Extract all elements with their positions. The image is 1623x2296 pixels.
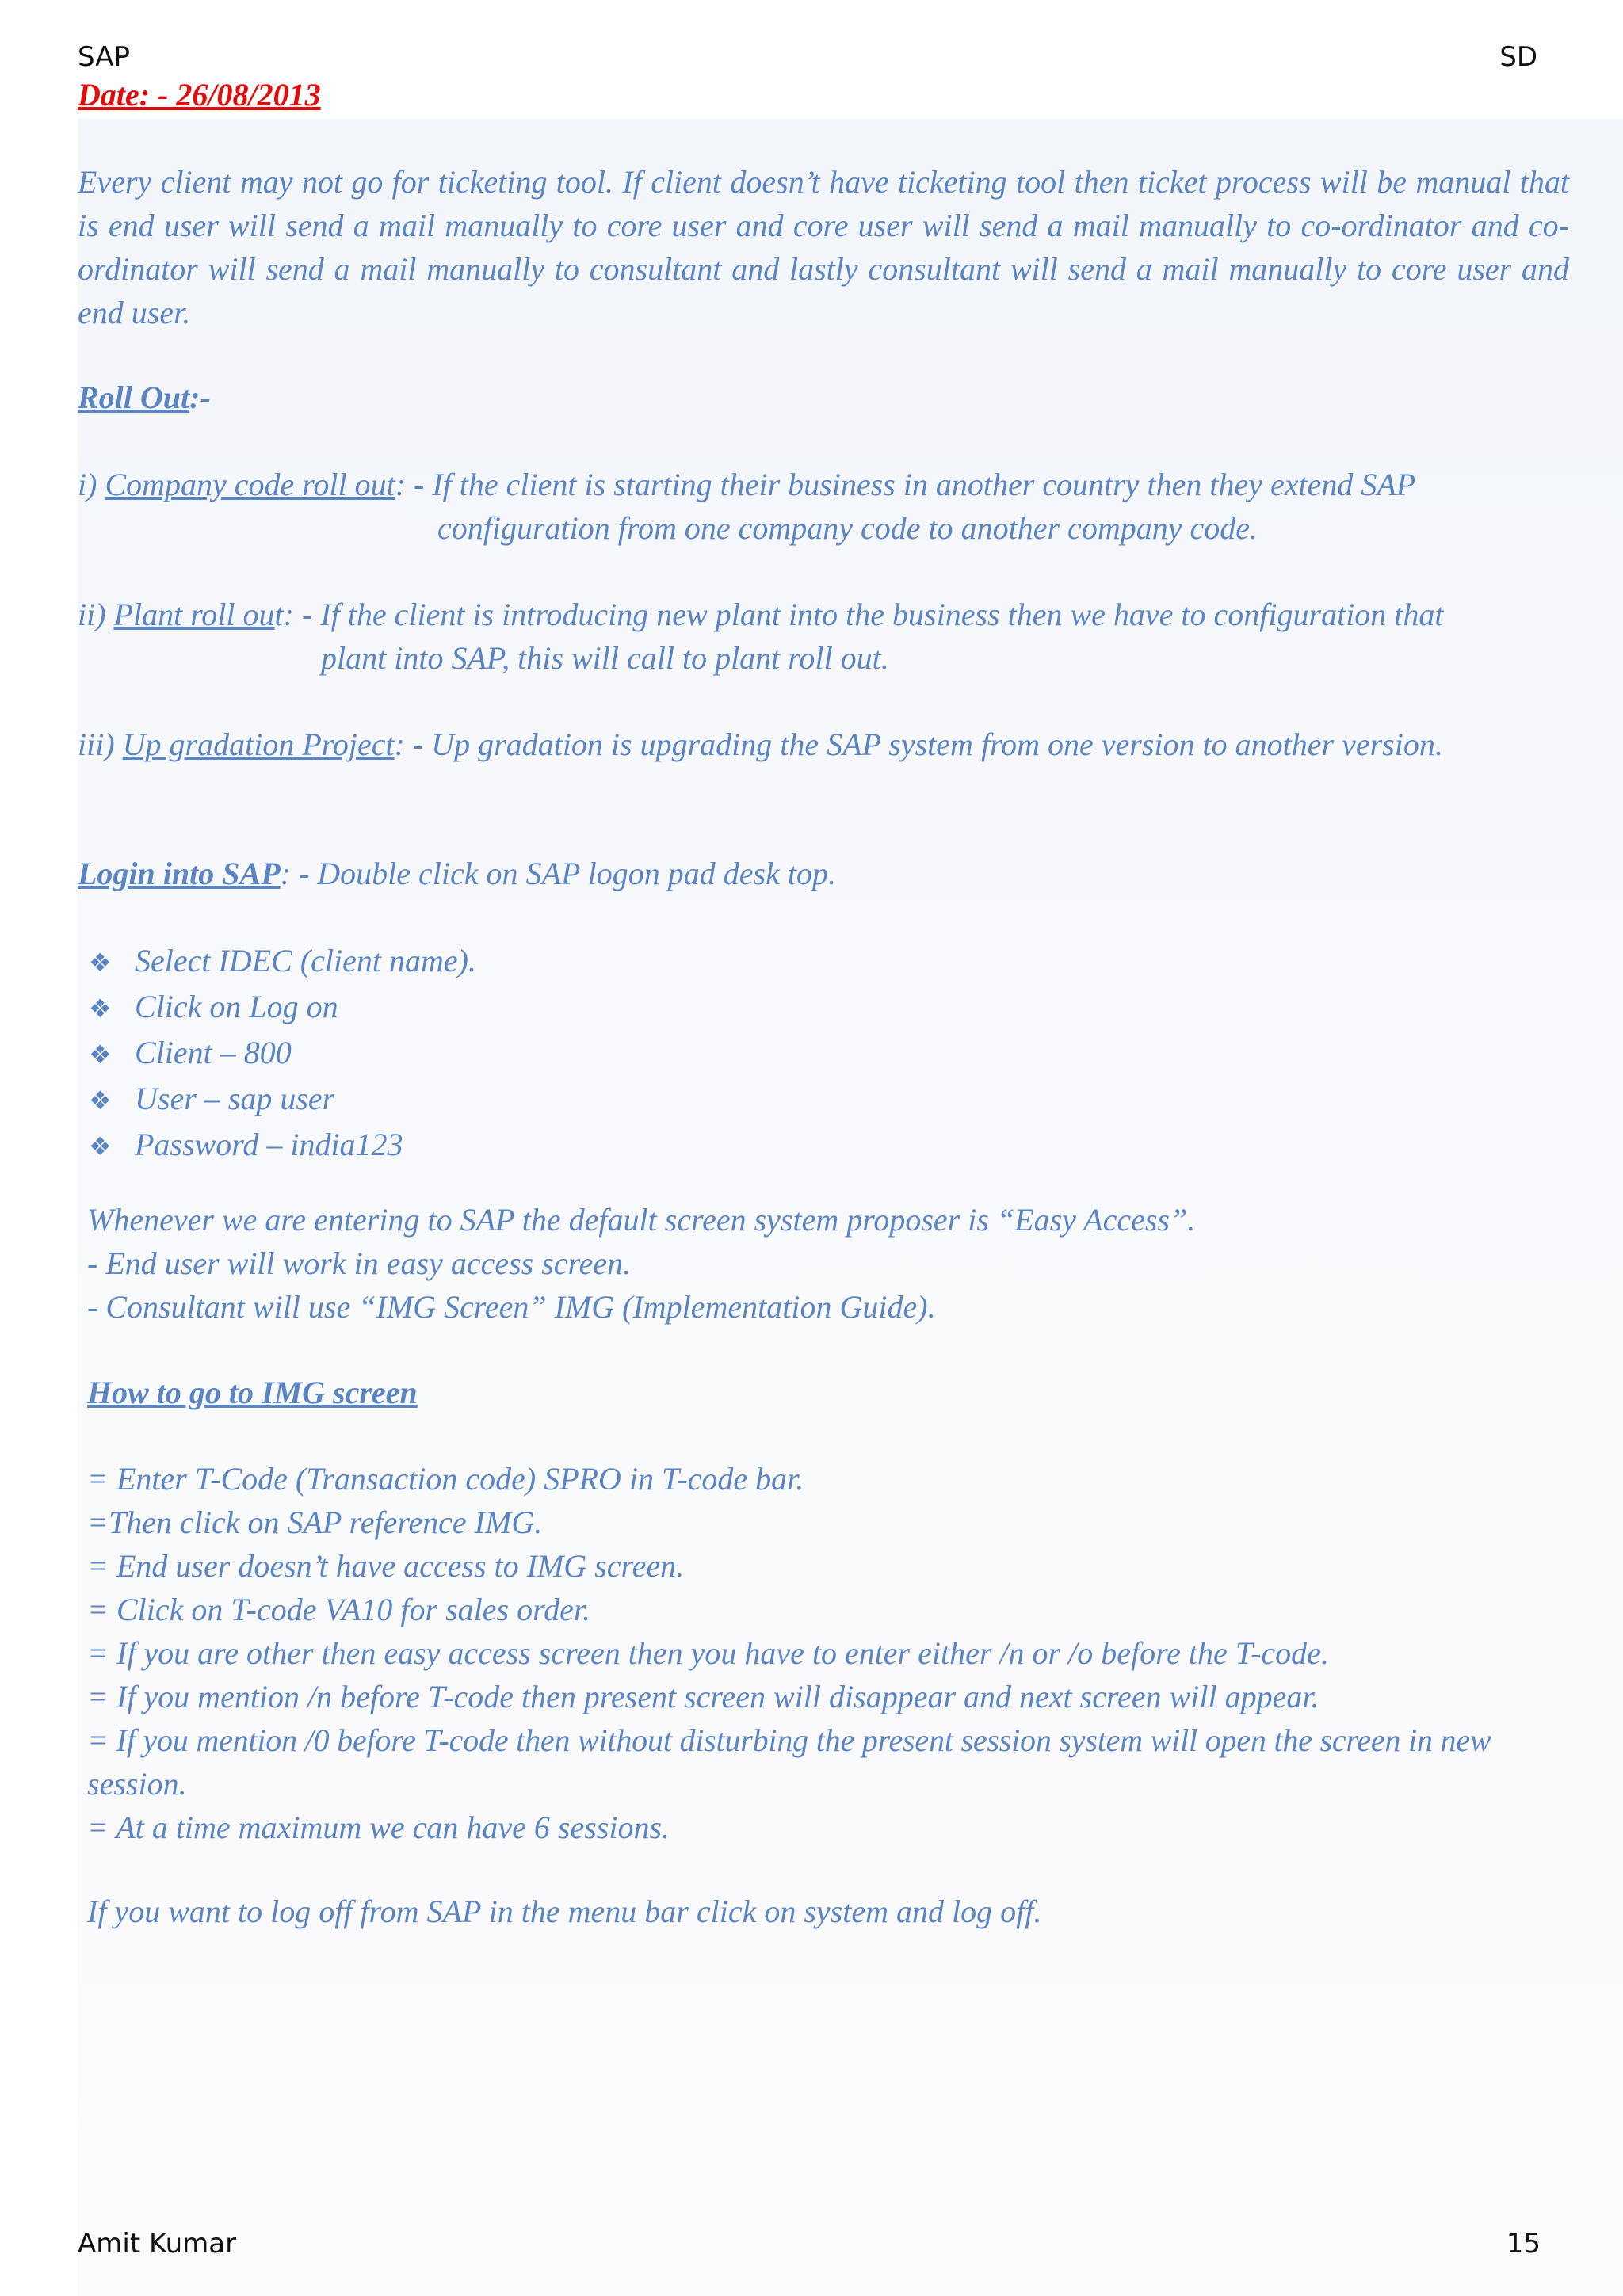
img-step: = If you mention /n before T-code then present screen will disappear and next screen will appear. xyxy=(87,1679,1319,1714)
item-term-tail: t xyxy=(274,597,284,632)
rollout-item-company-code xyxy=(78,463,1415,506)
list-item-text: Password – india123 xyxy=(135,1127,403,1162)
img-step: = At a time maximum we can have 6 sessions. xyxy=(87,1810,670,1845)
item-number: ii) xyxy=(78,597,114,632)
access-line: - Consultant will use “IMG Screen” IMG (Implementation Guide). xyxy=(87,1289,936,1325)
access-line: Whenever we are entering to SAP the default screen system proposer is “Easy Access”. xyxy=(87,1202,1196,1238)
header-left: SAP xyxy=(78,41,130,73)
diamond-bullet-icon: ❖ xyxy=(89,948,112,977)
login-section xyxy=(78,852,836,895)
rollout-heading xyxy=(78,376,211,419)
footer-author: Amit Kumar xyxy=(78,2228,237,2260)
img-step: = Click on T-code VA10 for sales order. xyxy=(87,1592,591,1627)
diamond-bullet-icon: ❖ xyxy=(89,1132,112,1161)
item-separator: : - xyxy=(283,597,321,632)
rollout-item-plant-cont: plant into SAP, this will call to plant roll out. xyxy=(321,640,889,676)
header-right: SD xyxy=(1499,41,1537,73)
img-step: =Then click on SAP reference IMG. xyxy=(87,1505,543,1540)
img-step: = Enter T-Code (Transaction code) SPRO in T-code bar. xyxy=(87,1461,804,1497)
item-term: Plant roll ou xyxy=(113,597,275,632)
rollout-item-upgradation xyxy=(78,723,1443,766)
list-item-text: Select IDEC (client name). xyxy=(135,943,476,978)
list-item xyxy=(89,939,476,985)
item-term: Up gradation Project xyxy=(122,727,395,762)
list-item xyxy=(89,1123,476,1169)
document-date: Date: - 26/08/2013 xyxy=(78,77,321,113)
rollout-heading-suffix: :- xyxy=(189,379,211,415)
rollout-item-plant xyxy=(78,593,1444,636)
list-item xyxy=(89,1077,476,1123)
intro-paragraph: Every client may not go for ticketing tool. If client doesn’t have ticketing tool then ticket process will be manual that is end user will send a mail manually to core user and core user will send a mail manually to co-ordinator and co-ordinator will send a mail manually to consultant and lastly consultant will send a mail manually to core user and end user. xyxy=(78,164,1569,330)
list-item-text: Click on Log on xyxy=(135,989,338,1024)
login-heading: Login into SAP xyxy=(78,856,281,891)
item-text: If the client is introducing new plant into the business then we have to configuration that xyxy=(320,597,1444,632)
img-steps xyxy=(87,1457,1491,1849)
list-item-text: Client – 800 xyxy=(135,1035,292,1070)
login-bullet-list xyxy=(89,939,476,1169)
logoff-note: If you want to log off from SAP in the menu bar click on system and log off. xyxy=(87,1894,1042,1929)
item-term: Company code roll out xyxy=(105,467,395,502)
item-number: iii) xyxy=(78,727,123,762)
footer-page-number: 15 xyxy=(1506,2228,1541,2260)
img-step: = If you are other then easy access screen then you have to enter either /n or /o before the T-code. xyxy=(87,1635,1329,1671)
rollout-heading-text: Roll Out xyxy=(78,379,190,415)
img-step: = If you mention /0 before T-code then without disturbing the present session system will open the screen in new xyxy=(87,1722,1491,1758)
list-item xyxy=(89,985,476,1031)
diamond-bullet-icon: ❖ xyxy=(89,1086,112,1115)
item-separator: : - xyxy=(394,727,432,762)
item-number: i) xyxy=(78,467,105,502)
access-notes xyxy=(87,1198,1195,1329)
item-text: If the client is starting their business in another country then they extend SAP xyxy=(432,467,1416,502)
login-text: : - Double click on SAP logon pad desk top. xyxy=(280,856,836,891)
diamond-bullet-icon: ❖ xyxy=(89,1040,112,1069)
item-text: Up gradation is upgrading the SAP system from one version to another version. xyxy=(431,727,1443,762)
img-step: session. xyxy=(87,1766,187,1802)
img-heading: How to go to IMG screen xyxy=(87,1375,418,1410)
item-separator: : - xyxy=(395,467,433,502)
diamond-bullet-icon: ❖ xyxy=(89,994,112,1023)
img-step: = End user doesn’t have access to IMG screen. xyxy=(87,1548,685,1584)
list-item xyxy=(89,1031,476,1077)
list-item-text: User – sap user xyxy=(135,1081,335,1116)
access-line: - End user will work in easy access screen. xyxy=(87,1245,632,1281)
rollout-item-company-code-cont: configuration from one company code to another company code. xyxy=(437,510,1258,546)
